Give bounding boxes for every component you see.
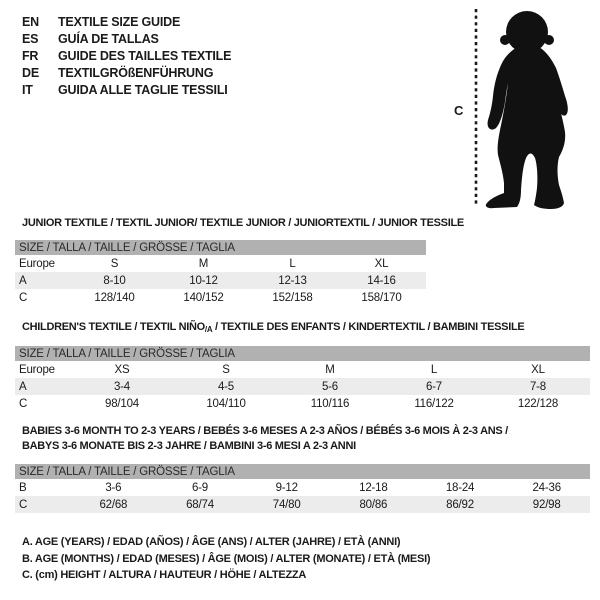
table-cell: 98/104	[105, 397, 139, 410]
section-title-line	[22, 320, 524, 337]
table-row	[15, 289, 426, 306]
language-row	[22, 81, 231, 98]
table-cell: 10-12	[189, 274, 218, 287]
language-code: IT	[22, 82, 33, 97]
height-measure-label: C	[454, 103, 464, 118]
table-row	[15, 361, 590, 378]
title-text: JUNIOR TEXTILE / TEXTIL JUNIOR/ TEXTILE JUNIOR / JUNIORTEXTIL / JUNIOR TESSILE	[22, 217, 464, 229]
table-cell: 12-13	[278, 274, 307, 287]
table-cell: 74/80	[272, 498, 301, 511]
table-cell: L	[430, 363, 438, 376]
table-cell: 4-5	[217, 380, 235, 393]
footnote-line: B. AGE (MONTHS) / EDAD (MESES) / ÂGE (MOIS) / ALTER (MONATE) / ETÀ (MESI)	[22, 552, 431, 565]
table-cell: M	[325, 363, 335, 376]
table-cell: 9-12	[275, 481, 298, 494]
table-cell: 158/170	[361, 291, 402, 304]
row-label: A	[19, 380, 27, 393]
table-cell: S	[110, 257, 119, 270]
row-label: C	[19, 291, 28, 304]
row-label: C	[19, 397, 28, 410]
row-label: Europe	[19, 257, 55, 270]
language-label: TEXTILE SIZE GUIDE	[58, 14, 181, 29]
table-cell: XL	[531, 363, 545, 376]
row-label: Europe	[19, 363, 55, 376]
title-text: / TEXTILE DES ENFANTS / KINDERTEXTIL / BAMBINI TESSILE	[212, 321, 525, 333]
table-cell: 86/92	[446, 498, 474, 511]
baby-figure	[440, 0, 600, 215]
language-row	[22, 64, 231, 81]
language-code: FR	[22, 48, 39, 63]
footnote-line: A. AGE (YEARS) / EDAD (AÑOS) / ÂGE (ANS) / ALTER (JAHRE) / ETÀ (ANNI)	[22, 536, 401, 548]
table-row	[15, 479, 590, 496]
table-cell: 12-18	[359, 481, 388, 494]
table-cell: XL	[374, 257, 389, 270]
baby-silhouette-icon	[440, 0, 600, 215]
table-cell: 8-10	[103, 274, 126, 287]
table-cell: 68/74	[186, 498, 214, 511]
table-cell: 18-24	[445, 481, 475, 494]
table-cell: 62/68	[99, 498, 128, 511]
table-cell: 14-16	[367, 274, 396, 287]
table-row	[15, 255, 426, 272]
title-subscript: /A	[204, 325, 213, 334]
row-label: B	[19, 481, 27, 494]
table-cell: L	[289, 257, 296, 270]
language-code: EN	[22, 14, 39, 29]
table-cell: 24-36	[532, 481, 561, 494]
language-label: GUIDE DES TAILLES TEXTILE	[58, 48, 232, 63]
table-cell: M	[198, 257, 209, 270]
table-cell: 140/152	[183, 291, 224, 304]
title-text: BABIES 3-6 MONTH TO 2-3 YEARS / BEBÉS 3-6 MESES A 2-3 AÑOS / BÉBÉS 3-6 MOIS À 2-3 ANS /	[22, 425, 508, 437]
size-header-bar: SIZE / TALLA / TAILLE / GRÖSSE / TAGLIA	[15, 464, 590, 479]
size-header-bar: SIZE / TALLA / TAILLE / GRÖSSE / TAGLIA	[15, 346, 590, 361]
table-cell: XS	[114, 363, 130, 376]
footnote-line: C. (cm) HEIGHT / ALTURA / HAUTEUR / HÖHE / ALTEZZA	[22, 569, 307, 581]
table-cell: 104/110	[206, 397, 246, 410]
table-cell: 110/116	[310, 397, 350, 410]
language-label: TEXTILGRÖßENFÜHRUNG	[58, 65, 214, 80]
section-title-line	[22, 216, 464, 231]
section-title-babies	[22, 424, 508, 454]
table-cell: 3-6	[105, 481, 122, 494]
table-cell: S	[222, 363, 230, 376]
row-label: C	[19, 498, 28, 511]
table-cell: 116/122	[414, 397, 454, 410]
title-text: CHILDREN'S TEXTILE / TEXTIL NIÑO	[22, 321, 205, 333]
footnotes	[22, 536, 430, 586]
language-label: GUÍA DE TALLAS	[58, 31, 159, 46]
table-cell: 3-4	[113, 380, 131, 393]
table-row	[15, 395, 590, 412]
table-row	[15, 272, 426, 289]
table-cell: 6-7	[425, 380, 443, 393]
section-title-children	[22, 320, 524, 337]
language-code: DE	[22, 65, 39, 80]
section-title-line	[22, 439, 508, 454]
size-header-bar: SIZE / TALLA / TAILLE / GRÖSSE / TAGLIA	[15, 240, 426, 255]
children-size-table	[15, 346, 590, 412]
section-title-line	[22, 424, 508, 439]
table-cell: 80/86	[359, 498, 388, 511]
table-cell: 92/98	[532, 498, 561, 511]
language-label: GUIDA ALLE TAGLIE TESSILI	[58, 82, 228, 97]
table-cell: 128/140	[94, 291, 135, 304]
row-label: A	[19, 274, 27, 287]
table-row	[15, 496, 590, 513]
table-cell: 7-8	[529, 380, 547, 393]
junior-size-table	[15, 240, 426, 306]
table-cell: 6-9	[191, 481, 209, 494]
table-row	[15, 378, 590, 395]
language-row	[22, 47, 231, 64]
section-title-junior	[22, 216, 464, 231]
language-title-block	[22, 13, 231, 98]
title-text: BABYS 3-6 MONATE BIS 2-3 JAHRE / BAMBINI 3-6 MESI A 2-3 ANNI	[22, 440, 356, 452]
babies-size-table	[15, 464, 590, 513]
table-cell: 122/128	[517, 397, 559, 410]
language-row	[22, 13, 231, 30]
table-cell: 5-6	[321, 380, 339, 393]
language-code: ES	[22, 31, 39, 46]
table-cell: 152/158	[272, 291, 313, 304]
language-row	[22, 30, 231, 47]
